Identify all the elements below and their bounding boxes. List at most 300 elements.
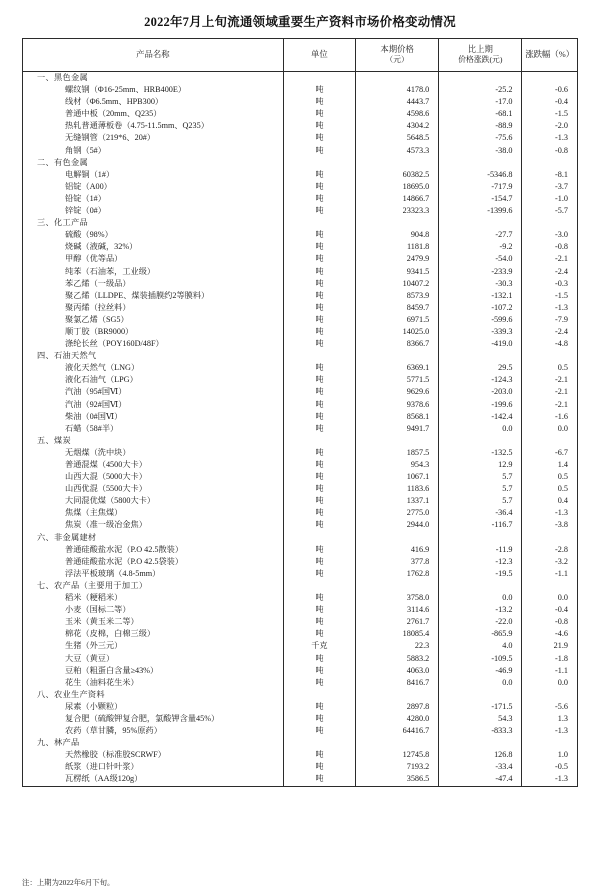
product-change: -1399.6 xyxy=(439,205,522,217)
product-change: -116.7 xyxy=(439,519,522,531)
product-name: 液化天然气（LNG） xyxy=(23,362,284,374)
group-empty-cell xyxy=(283,157,355,169)
column-header-unit: 单位 xyxy=(283,39,355,72)
group-empty-cell xyxy=(283,350,355,362)
product-price: 6369.1 xyxy=(355,362,438,374)
product-price: 3586.5 xyxy=(355,773,438,786)
product-name: 液化石油气（LPG） xyxy=(23,374,284,386)
table-row xyxy=(23,507,578,519)
product-pct: -0.8 xyxy=(522,241,578,253)
table-row xyxy=(23,108,578,120)
product-unit: 吨 xyxy=(283,701,355,713)
product-unit: 吨 xyxy=(283,132,355,144)
product-pct: -7.9 xyxy=(522,314,578,326)
table-row xyxy=(23,556,578,568)
product-unit: 吨 xyxy=(283,108,355,120)
table-row xyxy=(23,471,578,483)
product-name: 聚丙烯（拉丝料） xyxy=(23,302,284,314)
product-price: 8573.9 xyxy=(355,290,438,302)
product-price: 4573.3 xyxy=(355,145,438,157)
product-pct: -2.4 xyxy=(522,326,578,338)
product-unit: 吨 xyxy=(283,169,355,181)
product-unit: 吨 xyxy=(283,278,355,290)
group-empty-cell xyxy=(355,157,438,169)
product-change: -109.5 xyxy=(439,653,522,665)
group-empty-cell xyxy=(439,350,522,362)
table-row xyxy=(23,640,578,652)
group-empty-cell xyxy=(355,435,438,447)
product-name: 线材（Φ6.5mm、HPB300） xyxy=(23,96,284,108)
product-unit: 吨 xyxy=(283,120,355,132)
product-name: 生猪（外三元） xyxy=(23,640,284,652)
product-unit: 吨 xyxy=(283,773,355,786)
product-name: 大同混优煤（5800大卡） xyxy=(23,495,284,507)
group-empty-cell xyxy=(355,532,438,544)
table-row xyxy=(23,278,578,290)
product-name: 苯乙烯（一级品） xyxy=(23,278,284,290)
group-empty-cell xyxy=(439,435,522,447)
product-pct: -2.1 xyxy=(522,374,578,386)
group-empty-cell xyxy=(355,737,438,749)
product-unit: 吨 xyxy=(283,266,355,278)
product-change: -171.5 xyxy=(439,701,522,713)
product-unit: 吨 xyxy=(283,459,355,471)
price-table xyxy=(22,38,578,787)
product-unit: 吨 xyxy=(283,290,355,302)
product-unit: 吨 xyxy=(283,338,355,350)
group-empty-cell xyxy=(283,689,355,701)
product-pct: -0.8 xyxy=(522,145,578,157)
product-name: 豆粕（粗蛋白含量≥43%） xyxy=(23,665,284,677)
product-unit: 吨 xyxy=(283,326,355,338)
product-price: 9378.6 xyxy=(355,399,438,411)
group-empty-cell xyxy=(283,435,355,447)
product-price: 60382.5 xyxy=(355,169,438,181)
product-price: 954.3 xyxy=(355,459,438,471)
product-change: -124.3 xyxy=(439,374,522,386)
table-row xyxy=(23,253,578,265)
product-change: -11.9 xyxy=(439,544,522,556)
group-label: 八、农业生产资料 xyxy=(23,689,284,701)
group-empty-cell xyxy=(522,157,578,169)
column-header-change xyxy=(439,39,522,72)
product-name: 甲醇（优等品） xyxy=(23,253,284,265)
product-name: 无烟煤（洗中块） xyxy=(23,447,284,459)
product-price: 3758.0 xyxy=(355,592,438,604)
table-row xyxy=(23,519,578,531)
table-row xyxy=(23,120,578,132)
product-unit: 吨 xyxy=(283,665,355,677)
product-unit: 吨 xyxy=(283,399,355,411)
table-group-row xyxy=(23,689,578,701)
product-pct: -5.6 xyxy=(522,701,578,713)
product-name: 汽油（92#国Ⅵ） xyxy=(23,399,284,411)
product-name: 浮法平板玻璃（4.8-5mm） xyxy=(23,568,284,580)
table-row xyxy=(23,616,578,628)
product-change: -68.1 xyxy=(439,108,522,120)
product-unit: 吨 xyxy=(283,519,355,531)
product-name: 棉花（皮棉，白棉三级） xyxy=(23,628,284,640)
product-unit: 吨 xyxy=(283,495,355,507)
product-pct: -2.0 xyxy=(522,120,578,132)
product-name: 汽油（95#国Ⅵ） xyxy=(23,386,284,398)
table-row xyxy=(23,701,578,713)
product-unit: 吨 xyxy=(283,362,355,374)
product-pct: -0.4 xyxy=(522,604,578,616)
table-row xyxy=(23,483,578,495)
product-name: 锌锭（0#） xyxy=(23,205,284,217)
product-unit: 吨 xyxy=(283,302,355,314)
product-name: 铝锭（A00） xyxy=(23,181,284,193)
product-pct: -2.8 xyxy=(522,544,578,556)
product-price: 18695.0 xyxy=(355,181,438,193)
product-unit: 千克 xyxy=(283,640,355,652)
product-change: -599.6 xyxy=(439,314,522,326)
product-pct: 21.9 xyxy=(522,640,578,652)
product-price: 23323.3 xyxy=(355,205,438,217)
product-name: 稻米（粳稻米） xyxy=(23,592,284,604)
product-unit: 吨 xyxy=(283,761,355,773)
product-price: 2897.8 xyxy=(355,701,438,713)
product-name: 普通中板（20mm、Q235） xyxy=(23,108,284,120)
product-pct: -3.2 xyxy=(522,556,578,568)
group-label: 四、石油天然气 xyxy=(23,350,284,362)
product-change: -27.7 xyxy=(439,229,522,241)
table-row xyxy=(23,302,578,314)
product-price: 9491.7 xyxy=(355,423,438,435)
product-name: 纯苯（石油苯，工业级） xyxy=(23,266,284,278)
product-price: 22.3 xyxy=(355,640,438,652)
product-unit: 吨 xyxy=(283,96,355,108)
group-empty-cell xyxy=(355,72,438,85)
product-change: -132.5 xyxy=(439,447,522,459)
product-pct: -1.3 xyxy=(522,507,578,519)
footer-note: 注：上期为2022年6月下旬。 xyxy=(22,878,115,887)
product-pct: 1.0 xyxy=(522,749,578,761)
product-price: 3114.6 xyxy=(355,604,438,616)
product-pct: -1.5 xyxy=(522,108,578,120)
product-change: -203.0 xyxy=(439,386,522,398)
product-change: -419.0 xyxy=(439,338,522,350)
product-unit: 吨 xyxy=(283,749,355,761)
product-name: 烧碱（液碱，32%） xyxy=(23,241,284,253)
product-change: -199.6 xyxy=(439,399,522,411)
product-price: 377.8 xyxy=(355,556,438,568)
table-row xyxy=(23,653,578,665)
product-price: 18085.4 xyxy=(355,628,438,640)
product-change: -154.7 xyxy=(439,193,522,205)
product-pct: -4.8 xyxy=(522,338,578,350)
group-label: 六、非金属建材 xyxy=(23,532,284,544)
group-empty-cell xyxy=(439,737,522,749)
table-row xyxy=(23,193,578,205)
product-change: -233.9 xyxy=(439,266,522,278)
product-price: 1857.5 xyxy=(355,447,438,459)
product-price: 2775.0 xyxy=(355,507,438,519)
product-price: 8459.7 xyxy=(355,302,438,314)
product-price: 4443.7 xyxy=(355,96,438,108)
product-price: 1183.6 xyxy=(355,483,438,495)
product-pct: -2.1 xyxy=(522,253,578,265)
group-empty-cell xyxy=(355,350,438,362)
table-group-row xyxy=(23,532,578,544)
product-change: 5.7 xyxy=(439,495,522,507)
table-row xyxy=(23,181,578,193)
product-name: 山西优混（5500大卡） xyxy=(23,483,284,495)
product-unit: 吨 xyxy=(283,241,355,253)
table-row xyxy=(23,773,578,786)
product-unit: 吨 xyxy=(283,181,355,193)
product-pct: 0.5 xyxy=(522,483,578,495)
product-unit: 吨 xyxy=(283,314,355,326)
group-empty-cell xyxy=(522,217,578,229)
column-header-price-main: 本期价格 xyxy=(380,44,414,54)
product-change: -46.9 xyxy=(439,665,522,677)
product-change: -75.6 xyxy=(439,132,522,144)
product-pct: -1.3 xyxy=(522,725,578,737)
table-row xyxy=(23,592,578,604)
product-name: 石蜡（58#半） xyxy=(23,423,284,435)
table-row xyxy=(23,749,578,761)
product-unit: 吨 xyxy=(283,423,355,435)
product-unit: 吨 xyxy=(283,205,355,217)
table-row xyxy=(23,677,578,689)
product-change: -30.3 xyxy=(439,278,522,290)
group-empty-cell xyxy=(522,532,578,544)
group-empty-cell xyxy=(439,532,522,544)
product-price: 4178.0 xyxy=(355,84,438,96)
product-unit: 吨 xyxy=(283,84,355,96)
table-row xyxy=(23,241,578,253)
group-empty-cell xyxy=(522,350,578,362)
product-unit: 吨 xyxy=(283,253,355,265)
product-unit: 吨 xyxy=(283,604,355,616)
product-price: 8416.7 xyxy=(355,677,438,689)
table-group-row xyxy=(23,157,578,169)
product-pct: -0.3 xyxy=(522,278,578,290)
table-row xyxy=(23,399,578,411)
product-price: 8366.7 xyxy=(355,338,438,350)
product-change: -107.2 xyxy=(439,302,522,314)
product-pct: -3.7 xyxy=(522,181,578,193)
group-empty-cell xyxy=(522,72,578,85)
product-pct: -4.6 xyxy=(522,628,578,640)
product-unit: 吨 xyxy=(283,592,355,604)
product-change: -88.9 xyxy=(439,120,522,132)
product-price: 1181.8 xyxy=(355,241,438,253)
product-pct: -1.6 xyxy=(522,411,578,423)
product-price: 4304.2 xyxy=(355,120,438,132)
product-unit: 吨 xyxy=(283,229,355,241)
table-row xyxy=(23,761,578,773)
table-row xyxy=(23,411,578,423)
product-name: 聚氯乙烯（SG5） xyxy=(23,314,284,326)
table-row xyxy=(23,145,578,157)
group-empty-cell xyxy=(439,580,522,592)
table-row xyxy=(23,713,578,725)
product-change: -142.4 xyxy=(439,411,522,423)
table-row xyxy=(23,169,578,181)
table-row xyxy=(23,725,578,737)
product-change: -132.1 xyxy=(439,290,522,302)
product-name: 山西大混（5000大卡） xyxy=(23,471,284,483)
product-change: 0.0 xyxy=(439,677,522,689)
product-pct: -1.8 xyxy=(522,653,578,665)
group-empty-cell xyxy=(522,435,578,447)
table-row xyxy=(23,459,578,471)
product-name: 角钢（5#） xyxy=(23,145,284,157)
product-change: 0.0 xyxy=(439,423,522,435)
product-name: 顺丁胶（BR9000） xyxy=(23,326,284,338)
page-title: 2022年7月上旬流通领域重要生产资料市场价格变动情况 xyxy=(144,15,456,29)
product-pct: -1.0 xyxy=(522,193,578,205)
table-group-row xyxy=(23,72,578,85)
product-price: 416.9 xyxy=(355,544,438,556)
table-row xyxy=(23,96,578,108)
product-pct: 0.4 xyxy=(522,495,578,507)
table-row xyxy=(23,423,578,435)
product-unit: 吨 xyxy=(283,677,355,689)
column-header-change-sub: 价格涨跌(元) xyxy=(458,55,503,65)
product-unit: 吨 xyxy=(283,653,355,665)
product-price: 1762.8 xyxy=(355,568,438,580)
product-change: -13.2 xyxy=(439,604,522,616)
column-header-pct: 涨跌幅（%） xyxy=(522,39,578,72)
product-name: 热轧普通薄板卷（4.75-11.5mm、Q235） xyxy=(23,120,284,132)
product-name: 焦煤（主焦煤） xyxy=(23,507,284,519)
group-empty-cell xyxy=(439,689,522,701)
table-row xyxy=(23,544,578,556)
product-change: 29.5 xyxy=(439,362,522,374)
product-name: 普通硅酸盐水泥（P.O 42.5袋装） xyxy=(23,556,284,568)
table-row xyxy=(23,229,578,241)
group-empty-cell xyxy=(283,580,355,592)
table-group-row xyxy=(23,350,578,362)
product-pct: -1.3 xyxy=(522,302,578,314)
product-pct: -1.1 xyxy=(522,568,578,580)
table-row xyxy=(23,495,578,507)
product-pct: -2.1 xyxy=(522,386,578,398)
product-pct: -1.3 xyxy=(522,132,578,144)
table-group-row xyxy=(23,737,578,749)
product-name: 复合肥（硫酸钾复合肥，氯酸钾含量45%） xyxy=(23,713,284,725)
product-name: 聚乙烯（LLDPE、煤装插膜约2等膜料） xyxy=(23,290,284,302)
product-price: 9341.5 xyxy=(355,266,438,278)
product-pct: 0.5 xyxy=(522,471,578,483)
product-unit: 吨 xyxy=(283,483,355,495)
product-unit: 吨 xyxy=(283,713,355,725)
column-header-price-sub: （元） xyxy=(385,55,409,65)
table-row xyxy=(23,326,578,338)
product-pct: -1.5 xyxy=(522,290,578,302)
table-row xyxy=(23,205,578,217)
table-row xyxy=(23,447,578,459)
product-price: 10407.2 xyxy=(355,278,438,290)
product-unit: 吨 xyxy=(283,628,355,640)
product-change: -5346.8 xyxy=(439,169,522,181)
group-empty-cell xyxy=(439,72,522,85)
group-label: 三、化工产品 xyxy=(23,217,284,229)
group-empty-cell xyxy=(522,737,578,749)
product-pct: -0.5 xyxy=(522,761,578,773)
group-label: 七、农产品（主要用于加工） xyxy=(23,580,284,592)
product-change: -25.2 xyxy=(439,84,522,96)
product-change: -717.9 xyxy=(439,181,522,193)
product-change: 12.9 xyxy=(439,459,522,471)
product-pct: -8.1 xyxy=(522,169,578,181)
group-label: 一、黑色金属 xyxy=(23,72,284,85)
product-price: 1337.1 xyxy=(355,495,438,507)
product-name: 普通硅酸盐水泥（P.O 42.5散装） xyxy=(23,544,284,556)
column-header-price xyxy=(355,39,438,72)
product-change: -12.3 xyxy=(439,556,522,568)
product-pct: 1.4 xyxy=(522,459,578,471)
product-pct: -3.8 xyxy=(522,519,578,531)
product-pct: 0.0 xyxy=(522,423,578,435)
product-change: -22.0 xyxy=(439,616,522,628)
column-header-name: 产品名称 xyxy=(23,39,284,72)
product-price: 7193.2 xyxy=(355,761,438,773)
table-row xyxy=(23,338,578,350)
product-price: 9629.6 xyxy=(355,386,438,398)
group-empty-cell xyxy=(355,689,438,701)
product-name: 玉米（黄玉米二等） xyxy=(23,616,284,628)
product-price: 4063.0 xyxy=(355,665,438,677)
product-name: 涤纶长丝（POY160D/48F） xyxy=(23,338,284,350)
group-label: 九、林产品 xyxy=(23,737,284,749)
group-empty-cell xyxy=(522,689,578,701)
product-price: 12745.8 xyxy=(355,749,438,761)
group-empty-cell xyxy=(522,580,578,592)
product-change: -9.2 xyxy=(439,241,522,253)
product-pct: -2.4 xyxy=(522,266,578,278)
table-row xyxy=(23,374,578,386)
product-name: 螺纹钢（Φ16-25mm、HRB400E） xyxy=(23,84,284,96)
product-change: -339.3 xyxy=(439,326,522,338)
product-pct: -0.4 xyxy=(522,96,578,108)
group-empty-cell xyxy=(355,580,438,592)
group-empty-cell xyxy=(283,72,355,85)
product-price: 6971.5 xyxy=(355,314,438,326)
product-pct: -2.1 xyxy=(522,399,578,411)
product-name: 农药（草甘膦，95%原药） xyxy=(23,725,284,737)
product-unit: 吨 xyxy=(283,411,355,423)
product-change: -17.0 xyxy=(439,96,522,108)
product-name: 普通混煤（4500大卡） xyxy=(23,459,284,471)
product-unit: 吨 xyxy=(283,507,355,519)
product-change: -33.4 xyxy=(439,761,522,773)
product-price: 2944.0 xyxy=(355,519,438,531)
group-empty-cell xyxy=(439,217,522,229)
column-header-change-main: 比上期 xyxy=(467,44,493,54)
table-row xyxy=(23,362,578,374)
product-name: 瓦楞纸（AA级120g） xyxy=(23,773,284,786)
product-name: 焦炭（准一级冶金焦） xyxy=(23,519,284,531)
product-price: 2761.7 xyxy=(355,616,438,628)
table-row xyxy=(23,628,578,640)
group-label: 二、有色金属 xyxy=(23,157,284,169)
group-empty-cell xyxy=(439,157,522,169)
product-unit: 吨 xyxy=(283,544,355,556)
table-row xyxy=(23,132,578,144)
product-pct: 0.5 xyxy=(522,362,578,374)
product-pct: -5.7 xyxy=(522,205,578,217)
product-name: 纸浆（进口针叶浆） xyxy=(23,761,284,773)
table-group-row xyxy=(23,217,578,229)
product-pct: -6.7 xyxy=(522,447,578,459)
product-name: 柴油（0#国Ⅵ） xyxy=(23,411,284,423)
product-change: 5.7 xyxy=(439,483,522,495)
